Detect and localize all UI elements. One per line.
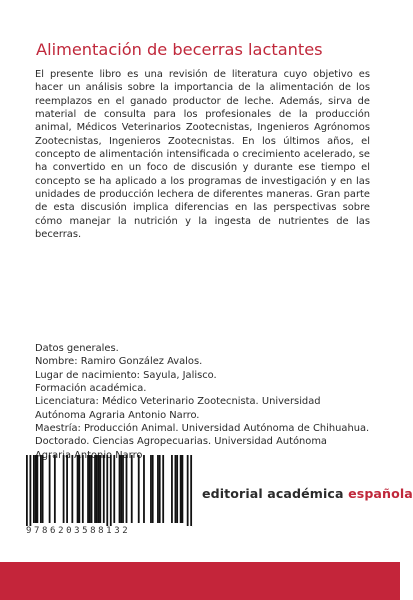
barcode-bar: [66, 455, 68, 523]
barcode-bar: [175, 455, 177, 523]
barcode-bar: [35, 455, 37, 523]
barcode-bar: [87, 455, 89, 523]
barcode-bar: [40, 455, 42, 523]
barcode-bar: [82, 455, 84, 523]
barcode-bar: [152, 455, 154, 523]
barcode-bar: [159, 455, 161, 523]
barcode-bar: [190, 455, 192, 527]
barcode-bar: [77, 455, 79, 523]
barcode-bar: [33, 455, 35, 523]
barcode-bar: [42, 455, 44, 523]
barcode-bar: [98, 455, 100, 523]
barcode-bar: [120, 455, 122, 523]
bio-line: Doctorado. Ciencias Agropecuarias. Universidad Autónoma Agraria Antonio Narro.: [35, 436, 327, 461]
barcode-bar: [54, 455, 56, 523]
barcode-bar: [176, 455, 178, 523]
barcode-bar: [131, 455, 133, 523]
barcode-bar: [89, 455, 91, 523]
barcode-bar: [157, 455, 159, 523]
barcode-bar: [99, 455, 101, 523]
barcode-bar: [122, 455, 124, 523]
bio-line: Licenciatura: Médico Veterinario Zootecnista. Universidad Autónoma Agraria Antonio Narro.: [35, 396, 321, 421]
barcode-bar: [29, 455, 31, 527]
isbn-number: 9786203588132: [26, 526, 192, 536]
barcode-bar: [119, 455, 121, 523]
barcode-bar: [94, 455, 96, 523]
barcode-bar: [63, 455, 65, 523]
barcode-bar: [171, 455, 173, 523]
barcode-bar: [103, 455, 105, 523]
barcode-bar: [150, 455, 152, 523]
barcode-bar: [26, 455, 28, 527]
barcode-bar: [113, 455, 115, 523]
book-description: El presente libro es una revisión de literatura cuyo objetivo es hacer un análisis sobre la importancia de la alimentación de los reemplazos en el ganado productor de leche. Además, sirva de material de consulta para los profesionales de la producción animal, Médicos Veterinarios Zootecnistas, Ingenieros Agrónomos Zootecnistas, Ingenieros Zootecnistas. En los últimos años, el concepto de alimentación intensificada o crecimiento acelerado, se ha convertido en un foco de discusión y durante ese tiempo el concepto se ha aplicado a los programas de investigación y en las unidades de producción lechera de diferentes maneras. Gran parte de esta discusión implica diferencias en las perspectivas sobre cómo manejar la nutrición y la ingesta de nutrientes de las becerras.: [35, 69, 370, 241]
bio-line: Lugar de nacimiento: Sayula, Jalisco.: [35, 369, 217, 381]
bio-line: Formación académica.: [35, 383, 147, 395]
bio-line: Datos generales.: [35, 343, 119, 354]
barcode-bar: [96, 455, 98, 523]
barcode-bar: [71, 455, 73, 523]
footer-band: [0, 562, 400, 600]
barcode-bar: [180, 455, 182, 523]
barcode-bar: [91, 455, 93, 523]
barcode-bar: [106, 455, 108, 527]
barcode-bar: [49, 455, 51, 523]
publisher-name: editorial académica: [202, 486, 349, 501]
barcode-bar: [126, 455, 128, 523]
barcode-bar: [36, 455, 38, 523]
barcode-bar: [78, 455, 80, 523]
publisher-name-accent: española: [348, 486, 413, 501]
barcode-bars: [26, 455, 192, 527]
book-title: Alimentación de becerras lactantes: [36, 40, 323, 59]
barcode-bar: [138, 455, 140, 523]
bio-line: Maestría: Producción Animal. Universidad Autónoma de Chihuahua.: [35, 423, 370, 435]
barcode-bar: [187, 455, 189, 527]
barcode-bar: [182, 455, 184, 523]
barcode-bar: [162, 455, 164, 523]
publisher-logo: [202, 486, 413, 501]
barcode-bar: [110, 455, 112, 527]
barcode-bar: [143, 455, 145, 523]
author-bio: [35, 342, 370, 462]
bio-line: Nombre: Ramiro González Avalos.: [35, 356, 203, 368]
